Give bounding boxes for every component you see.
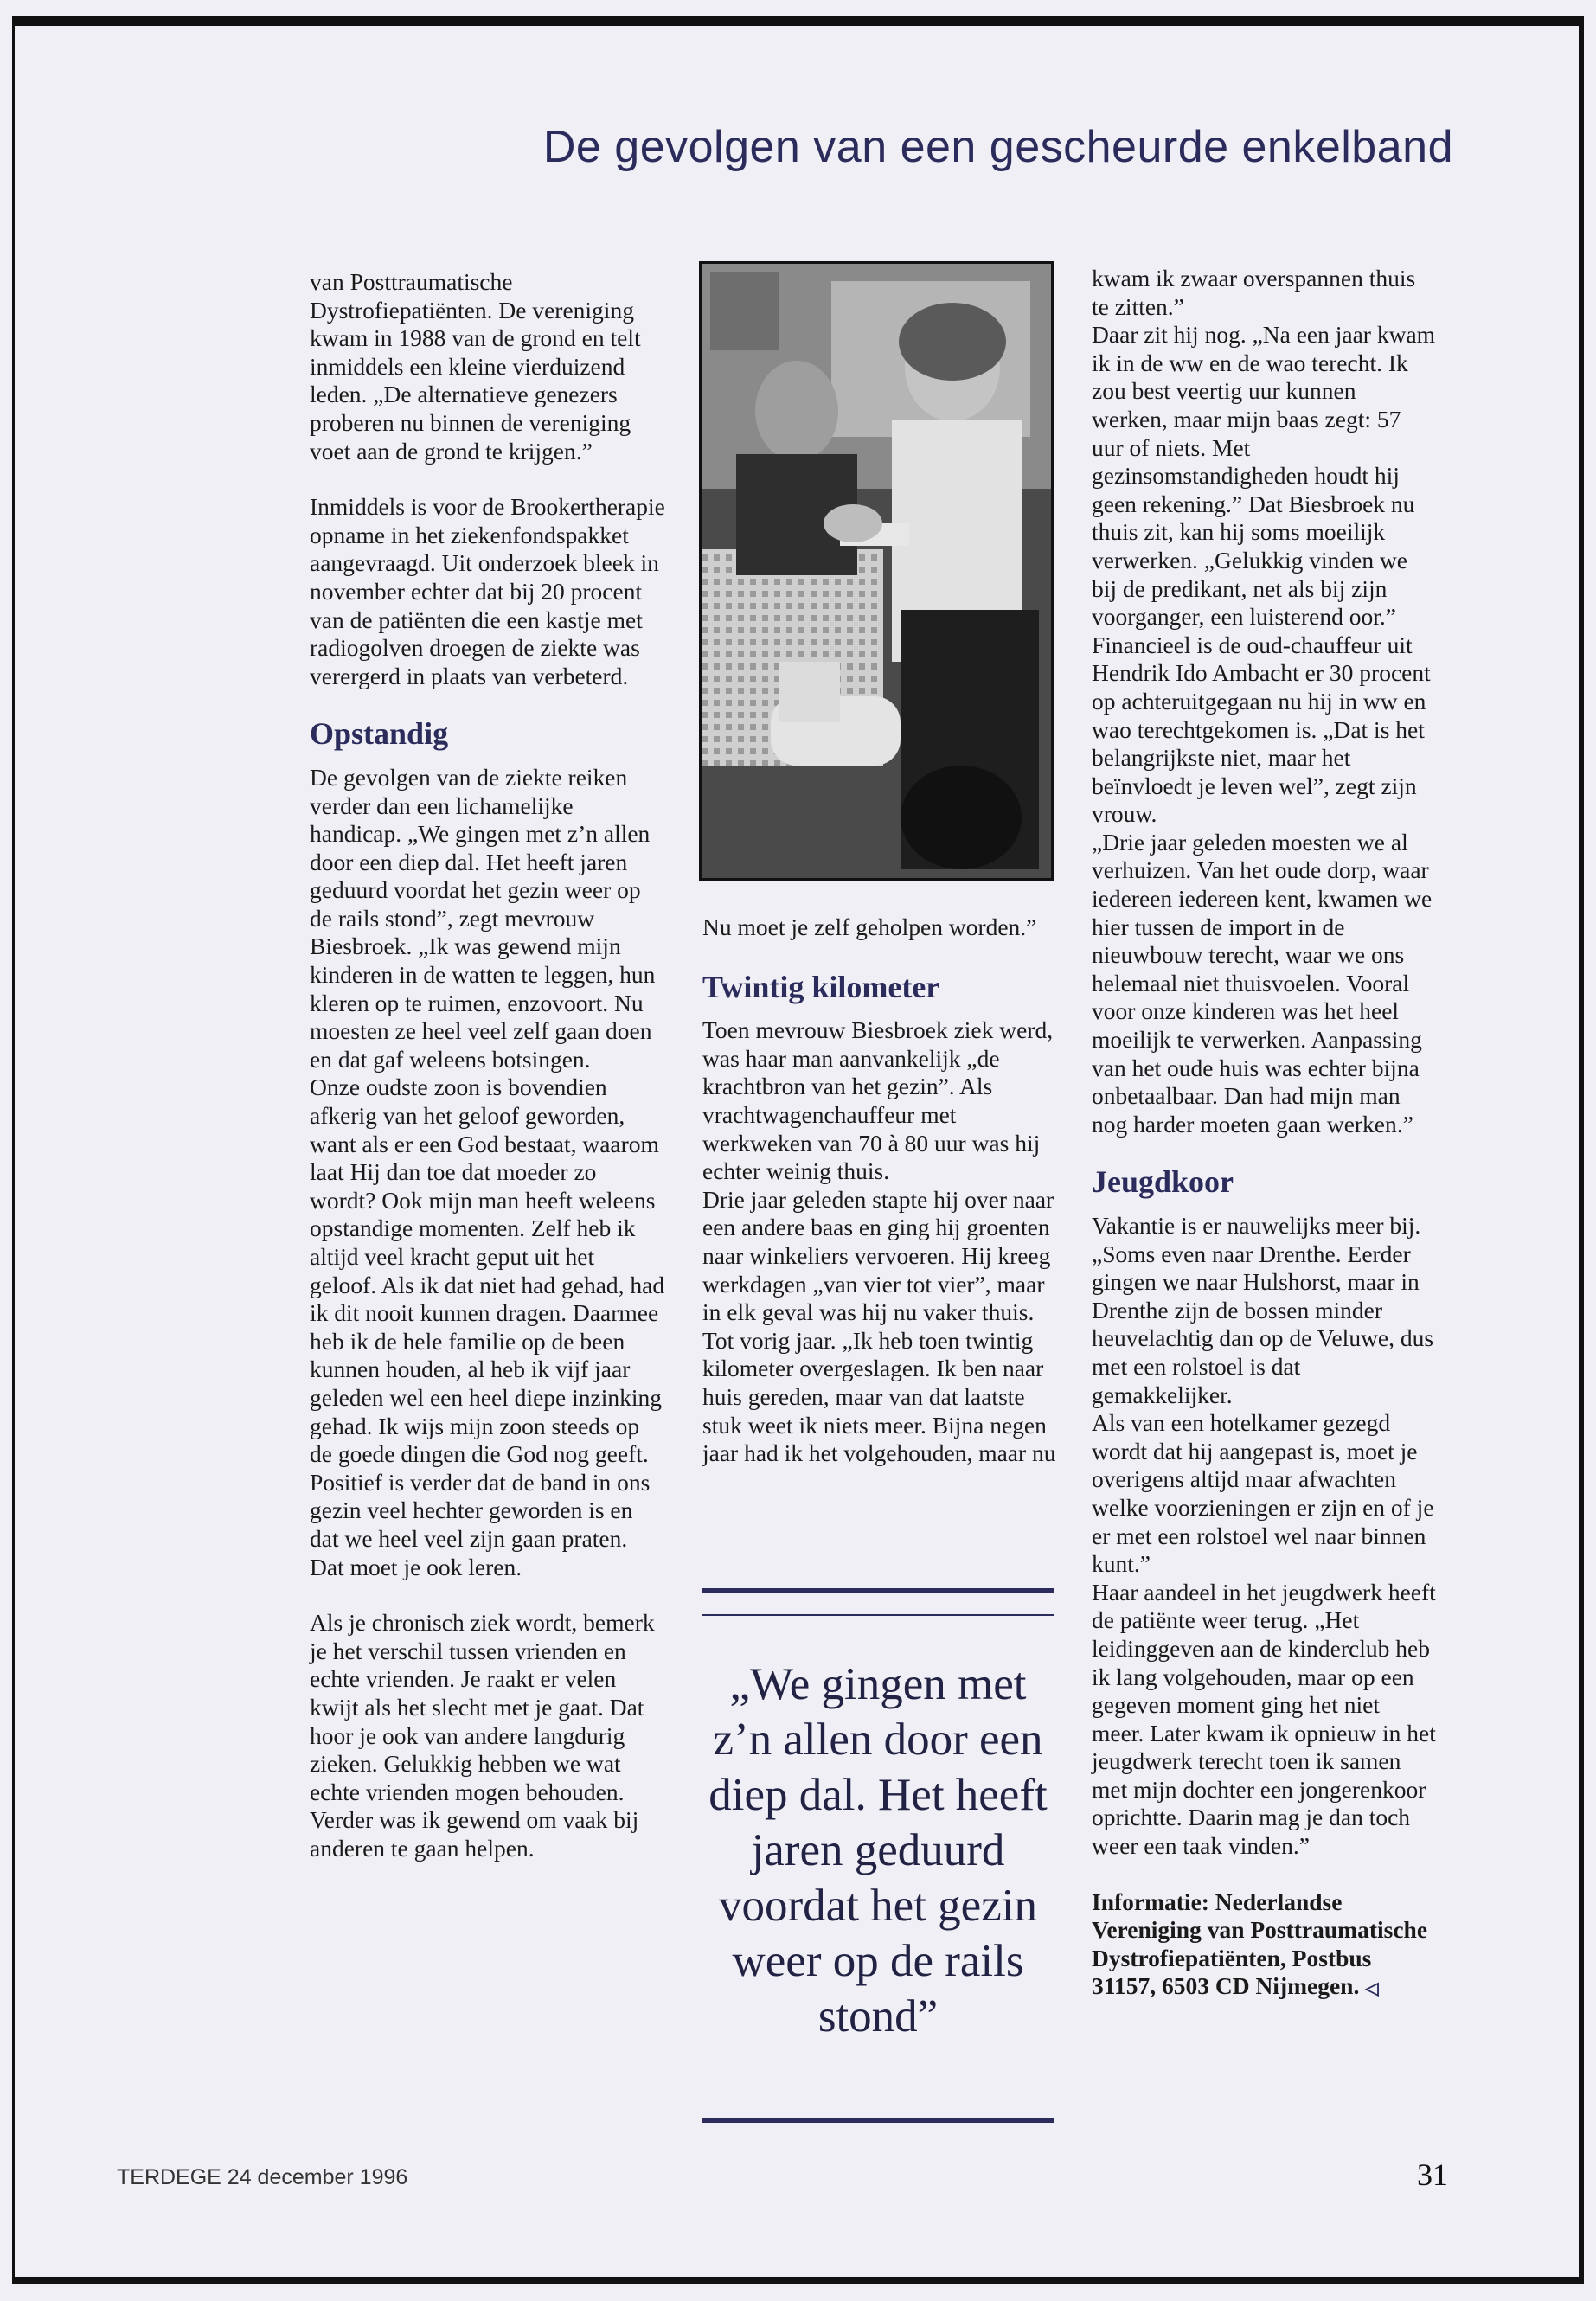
subheading: Twintig kilometer (702, 969, 940, 1004)
paragraph: De gevolgen van de ziekte reiken verder dan een lichamelijke handicap. „We gingen met z’n allen door een diep dal. Het heeft jaren geduurd voordat het gezin weer op de rails stond”, zegt mevrouw Biesbroek. „Ik was gewend mijn kinderen in de watten te leggen, hun kleren op te ruimen, enzovoort. Nu moesten ze heel veel zelf gaan doen en dat gaf weleens botsingen. (310, 763, 656, 1073)
paragraph: Nu moet je zelf geholpen worden.” (702, 913, 1037, 940)
paragraph: Tot vorig jaar. „Ik heb toen twintig kilometer overgeslagen. Ik ben naar huis gereden, maar van dat laatste stuk weet ik niets meer. Bijna negen jaar had ik het volgehouden, maar nu (702, 1326, 1056, 1467)
publication-footer: TERDEGE 24 december 1996 (117, 2165, 408, 2189)
paragraph: Haar aandeel in het jeugdwerk heeft de patiënte weer terug. „Het leidinggeven aan de kinderclub heb ik lang volgehouden, maar op een gegeven moment ging het niet meer. Later kwam ik opnieuw in het jeugdwerk terecht toen ik samen met mijn dochter een jongerenkoor oprichtte. Daarin mag je dan toch weer een taak vinden.” (1092, 1578, 1436, 1860)
paragraph: Daar zit hij nog. „Na een jaar kwam ik in de ww en de wao terecht. Ik zou best veertig uur kunnen werken, maar mijn baas zegt: 57 uur of niets. Met gezinsomstandigheden houdt hij geen rekening.” Dat Biesbroek nu thuis zit, kan hij soms moeilijk verwerken. „Gelukkig vinden we bij de predikant, net als bij zijn voorganger, een luisterend oor.” (1092, 321, 1436, 631)
paragraph: Financieel is de oud-chauffeur uit Hendrik Ido Ambacht er 30 procent op achteruitgegaan nu hij in ww en wao terechtgekomen is. „Dat is het belangrijkste niet, maar het beïnvloedt je leven wel”, zegt zijn vrouw. (1092, 631, 1431, 828)
paragraph: Vakantie is er nauwelijks meer bij. „Soms even naar Drenthe. Eerder gingen we naar Hulshorst, maar in Drenthe zijn de bossen minder heuvelachtig dan op de Veluwe, dus met een rolstoel is dat gemakkelijker. (1092, 1212, 1434, 1408)
paragraph: Toen mevrouw Biesbroek ziek werd, was haar man aanvankelijk „de krachtbron van het gezin”. Als vrachtwagenchauffeur met werkweken van 70 à 80 uur was hij echter weinig thuis. (702, 1016, 1054, 1185)
paragraph: kwam ik zwaar overspannen thuis te zitten.” (1092, 265, 1416, 320)
column-3 (1092, 265, 1438, 2003)
page-title: De gevolgen van een gescheurde enkelband (542, 122, 1453, 172)
paragraph: Inmiddels is voor de Brookertherapie opname in het ziekenfondspakket aangevraagd. Uit onderzoek bleek in november echter dat bij 20 procent van de patiënten die een kastje met radiogolven droegen de ziekte was verergerd in plaats van verbeterd. (310, 493, 665, 689)
column-2 (702, 913, 1057, 1468)
paragraph: „Drie jaar geleden moesten we al verhuizen. Van het oude dorp, waar iedereen iedereen kent, kwamen we hier tussen de import in de nieuwbouw terecht, waar we ons helemaal niet thuisvoelen. Vooral voor onze kinderen was het heel moeilijk te verwerken. Aanpassing van het oude huis was echter bijna onbetaalbaar. Dan had mijn man nog harder moeten gaan werken.” (1092, 828, 1433, 1138)
column-1 (310, 268, 666, 1862)
subheading: Opstandig (310, 716, 449, 752)
subheading: Jeugdkoor (1092, 1164, 1234, 1200)
paragraph: Als je chronisch ziek wordt, bemerk je het verschil tussen vrienden en echte vrienden. Je raakt er velen kwijt als het slecht met je gaat. Dat hoor je ook van andere langdurig zieken. Gelukkig hebben we wat echte vrienden mogen behouden. Verder was ik gewend om vaak bij anderen te gaan helpen. (310, 1609, 655, 1862)
paragraph: Als van een hotelkamer gezegd wordt dat hij aangepast is, moet je overigens altijd maar afwachten welke voorzieningen er zijn en of je er met een rolstoel wel naar binnen kunt.” (1092, 1409, 1434, 1578)
pull-quote: „We gingen met z’n allen door een diep dal. Het heeft jaren geduurd voordat het gezin weer op de rails stond” (708, 1659, 1048, 2041)
divider-rule (702, 2118, 1054, 2123)
contact-info (1092, 1888, 1438, 2003)
page-number: 31 (1417, 2157, 1448, 2192)
photo-couple-wheelchair (699, 261, 1054, 881)
paragraph: Drie jaar geleden stapte hij over naar een andere baas en ging hij groenten naar winkeliers vervoeren. Hij kreeg werkdagen „van vier tot vier”, maar in elk geval was hij nu vaker thuis. (702, 1185, 1054, 1326)
paragraph: van Posttraumatische Dystrofiepatiënten. De vereniging kwam in 1988 van de grond en telt inmiddels een kleine vierduizend leden. „De alternatieve genezers proberen nu binnen de vereniging voet aan de grond te krijgen.” (310, 268, 641, 465)
info-text: Informatie: Nederlandse Vereniging van Posttraumatische Dystrofiepatiënten, Postbus 31157, 6503 CD Nijmegen. (1092, 1888, 1428, 2000)
paragraph: Onze oudste zoon is bovendien afkerig van het geloof geworden, want als er een God bestaat, waarom laat Hij dan toe dat moeder zo wordt? Ook mijn man heeft weleens opstandige momenten. Zelf heb ik altijd veel kracht geput uit het geloof. Als ik dat niet had gehad, had ik dit nooit kunnen dragen. Daarmee heb ik de hele familie op de been kunnen houden, al heb ik vijf jaar geleden wel een heel diepe inzinking gehad. Ik wijs mijn zoon steeds op de goede dingen die God nog geeft. Positief is verder dat de band in ons gezin veel hechter geworden is en dat we heel veel zijn gaan praten. Dat moet je ook leren. (310, 1074, 665, 1580)
divider-rule (702, 1614, 1054, 1616)
end-mark-icon: ◁ (1365, 1979, 1379, 1999)
divider-rule (702, 1588, 1054, 1593)
